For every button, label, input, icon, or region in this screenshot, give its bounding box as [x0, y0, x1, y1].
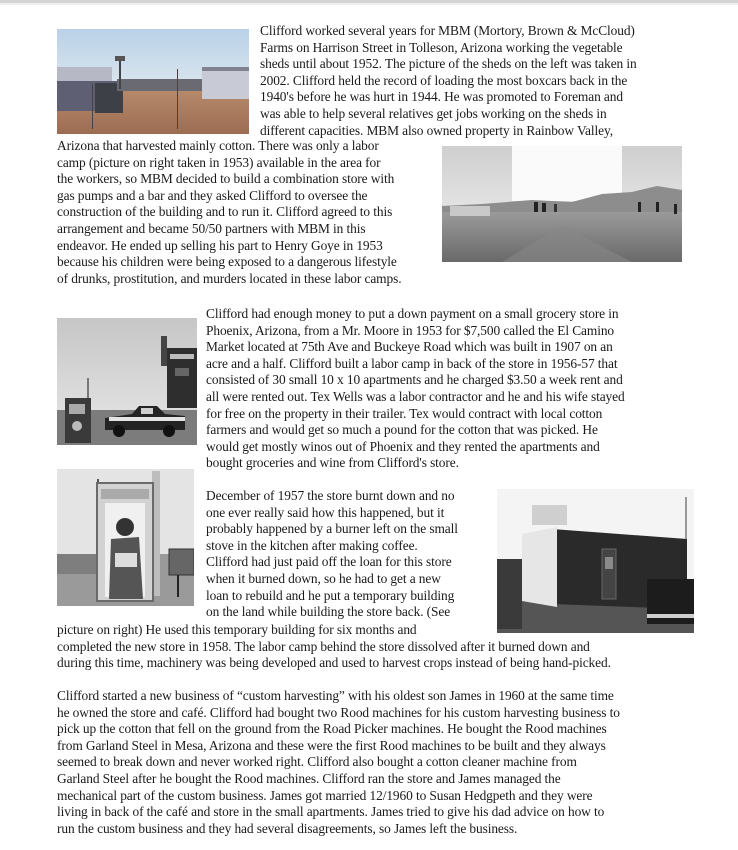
photo-labor-camp-1953 — [442, 146, 682, 262]
top-border-shadow — [0, 3, 738, 5]
photo-temporary-building — [497, 489, 694, 633]
paragraph-el-camino-market: Clifford had enough money to put a down payment on a small grocery store in Phoenix, Arizona, from a Mr. Moore in 1953 for $7,500 called the El Camino Market located at 75th Ave and Buckeye Road which was built in 1907 on an acre and a half. Clifford built a labor camp in back of the store in 1956-57 that consisted of 30 small 10 x 10 apartments and he charged $3.50 a week rent and all were rented out. Tex Wells was a labor contractor and he and his wife stayed for free on the property in their trailer. Tex would contract with local cotton farmers and would get so much a pound for the cotton that was picked. He would get mostly winos out of Phoenix and they rented the apartments and bought groceries and wine from Clifford's store. — [206, 306, 625, 471]
photo-gas-station-truck — [57, 318, 197, 445]
paragraph-store-fire-continued: picture on right) He used this temporary building for six months and completed the new store in 1958. The labor camp behind the store dissolved after it burned down and during this time, machinery was being developed and used to harvest crops instead of being hand-picked. — [57, 622, 611, 671]
paragraph-custom-harvesting: Clifford started a new business of “custom harvesting” with his oldest son James in 1960 at the same time he owned the store and café. Clifford had bought two Rood machines for his custom harvesting business to pick up the cotton that fell on the ground from the Road Picker machines. He bought the Rood machines from Garland Steel in Mesa, Arizona and these were the first Rood machines to be built and they always seemed to break down and never worked right. Clifford also bought a cotton cleaner machine from Garland Steel after he bought the Rood machines. Clifford ran the store and James managed the mechanical part of the custom business. James got married 12/1960 to Susan Hedgpeth and they were living in back of the café and store in the small apartments. James tried to give his dad advice on how to run the custom business and they had several disagreements, so James left the business. — [57, 688, 620, 836]
paragraph-store-fire: December of 1957 the store burnt down and no one ever really said how this happened, but it probably happened by a burner left on the small stove in the kitchen after making coffee. Clifford had just paid off the loan for this store when it burned down, so he had to get a new loan to rebuild and he put a temporary building on the land while building the store back. (See — [206, 488, 458, 620]
paragraph-rainbow-valley: Arizona that harvested mainly cotton. There was only a labor camp (picture on right taken in 1953) available in the area for the workers, so MBM decided to build a combination store with gas pumps and a bar and they asked Clifford to oversee the construction of the building and to run it. Clifford agreed to this arrangement and became 50/50 partners with MBM in this endeavor. He ended up selling his part to Henry Goye in 1953 because his children were being exposed to a dangerous lifestyle of drunks, prostitution, and murders located in these labor camps. — [57, 138, 402, 286]
photo-phone-booth — [57, 469, 194, 606]
photo-sheds-2002 — [57, 29, 249, 134]
paragraph-mbm-farms: Clifford worked several years for MBM (Mortory, Brown & McCloud) Farms on Harrison Street in Tolleson, Arizona working the vegetable sheds until about 1952. The picture of the sheds on the left was taken in 2002. Clifford held the record of loading the most boxcars back in the 1940's before he was hurt in 1944. He was promoted to Foreman and was able to help several relatives get jobs working on the sheds in different capacities. MBM also owned property in Rainbow Valley, — [260, 23, 637, 138]
